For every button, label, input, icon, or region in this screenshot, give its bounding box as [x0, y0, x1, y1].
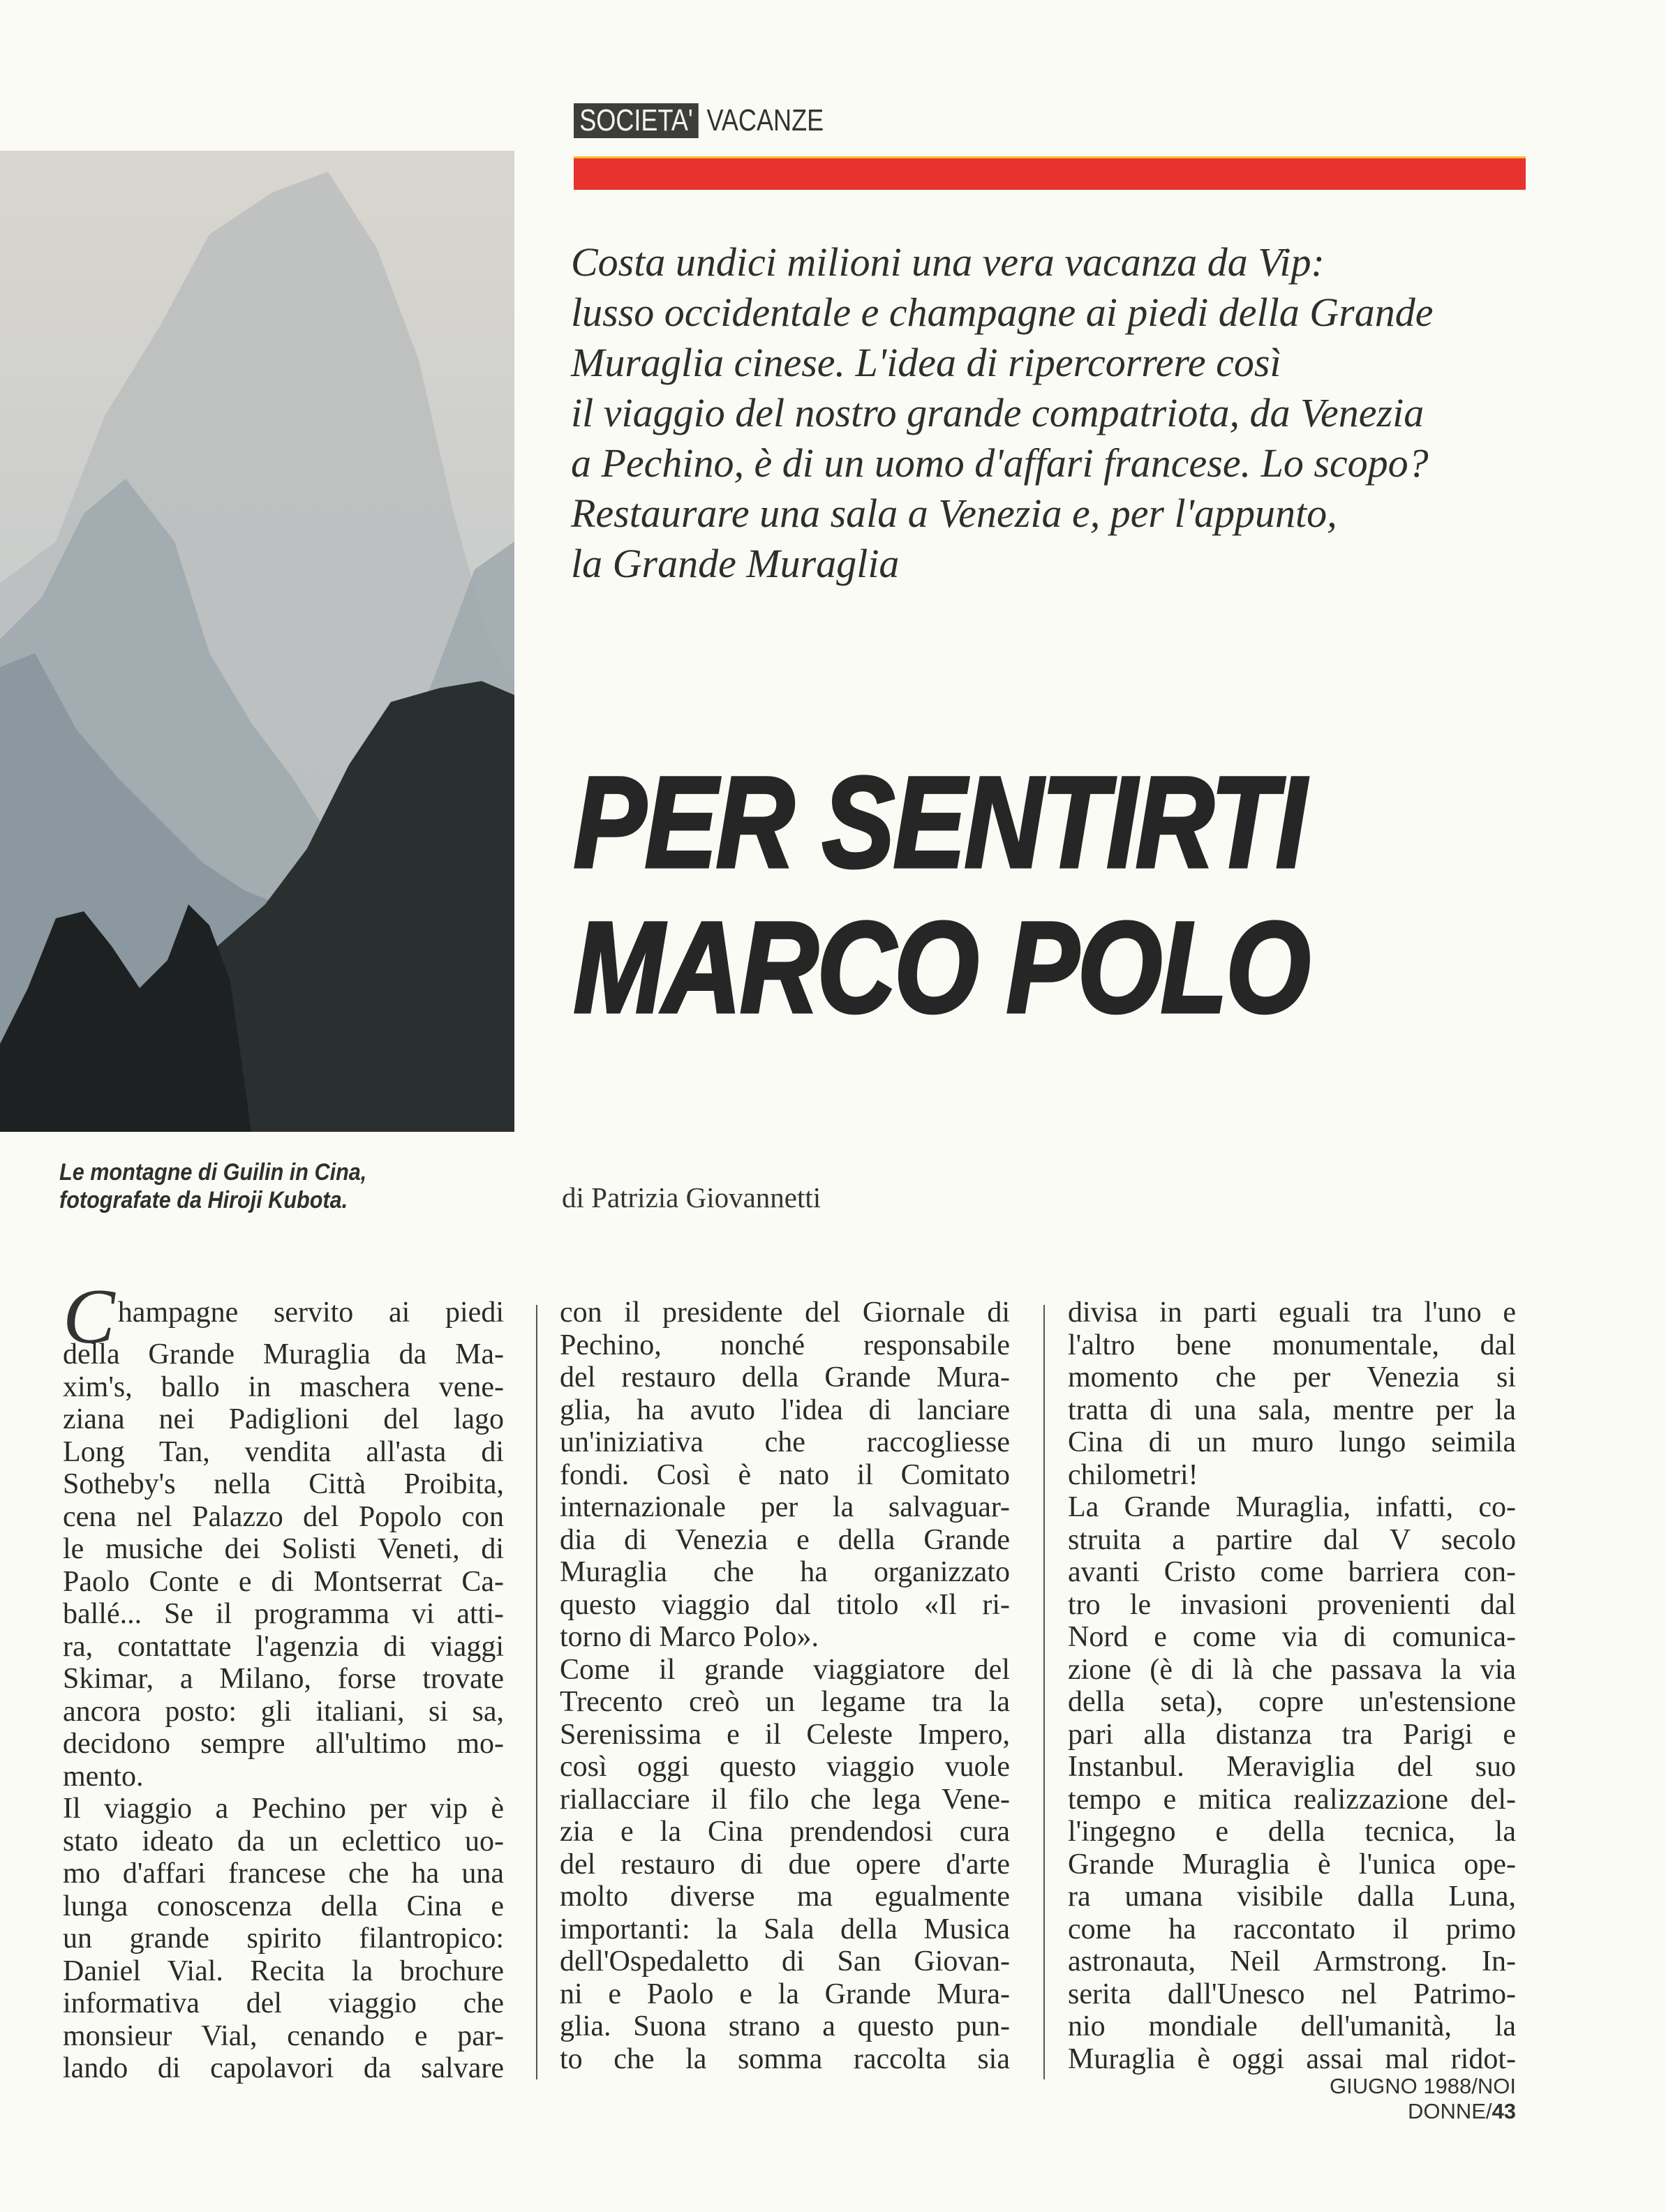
body-line: le musiche dei Solisti Veneti, di	[63, 1533, 504, 1565]
caption-line-2: fotografate da Hiroji Kubota.	[59, 1187, 348, 1213]
body-line: un grande spirito filantropico:	[63, 1922, 504, 1955]
issue-info: GIUGNO 1988/NOI DONNE/	[1329, 2074, 1516, 2123]
body-line: chilometri!	[1068, 1458, 1198, 1491]
body-line: Sotheby's nella Città Proibita,	[63, 1468, 504, 1500]
body-line: to che la somma raccolta sia	[560, 2042, 1010, 2075]
body-line: torno di Marco Polo».	[560, 1621, 819, 1653]
body-line: La Grande Muraglia, infatti, co-	[1068, 1491, 1516, 1523]
body-column-3	[1068, 1296, 1516, 2075]
column-divider	[1043, 1305, 1045, 2079]
body-line: avanti Cristo come barriera con-	[1068, 1556, 1516, 1588]
body-line: Nord e come via di comunica-	[1068, 1621, 1516, 1653]
body-line: riallacciare il filo che lega Vene-	[560, 1783, 1010, 1816]
subsection-label: VACANZE	[706, 103, 824, 137]
title-line-1: PER SENTIRTI	[574, 751, 1305, 895]
body-line: Skimar, a Milano, forse trovate	[63, 1663, 504, 1695]
body-line: come ha raccontato il primo	[1068, 1913, 1516, 1945]
title-line-2: MARCO POLO	[574, 896, 1309, 1040]
body-line: Cina di un muro lungo seimila	[1068, 1426, 1516, 1458]
body-line: l'altro bene monumentale, dal	[1068, 1329, 1516, 1361]
body-line: importanti: la Sala della Musica	[560, 1913, 1010, 1945]
body-line: del restauro della Grande Mura-	[560, 1361, 1010, 1393]
column-divider	[536, 1305, 537, 2079]
body-column-1	[63, 1273, 504, 2085]
body-line: lando di capolavori da salvare	[63, 2052, 504, 2084]
body-line: tratta di una sala, mentre per la	[1068, 1393, 1516, 1426]
body-line: ni e Paolo e la Grande Mura-	[560, 1978, 1010, 2010]
body-line: l'ingegno e della tecnica, la	[1068, 1816, 1516, 1848]
body-line: dell'Ospedaletto di San Giovan-	[560, 1945, 1010, 1978]
body-line: Muraglia è oggi assai mal ridot-	[1068, 2042, 1516, 2075]
body-line: xim's, ballo in maschera vene-	[63, 1370, 504, 1403]
byline: di Patrizia Giovannetti	[562, 1181, 821, 1213]
body-line: Muraglia che ha organizzato	[560, 1556, 1010, 1588]
body-line: lunga conoscenza della Cina e	[63, 1890, 504, 1922]
photo-caption	[59, 1158, 366, 1214]
deck-line: la Grande Muraglia	[571, 541, 900, 586]
body-line: ziana nei Padiglioni del lago	[63, 1403, 504, 1435]
body-line: ra, contattate l'agenzia di viaggi	[63, 1630, 504, 1663]
mountain-photo	[0, 151, 514, 1132]
deck-line: a Pechino, è di un uomo d'affari francese. Lo scopo?	[571, 440, 1429, 486]
drop-cap: C	[63, 1273, 115, 1360]
page-number: 43	[1492, 2099, 1516, 2123]
body-line-text: hampagne servito ai piedi	[117, 1296, 504, 1329]
body-line: zione (è di là che passava la via	[1068, 1653, 1516, 1686]
body-line: ancora posto: gli italiani, si sa,	[63, 1695, 504, 1728]
body-line: Grande Muraglia è l'unica ope-	[1068, 1848, 1516, 1881]
body-line: questo viaggio dal titolo «Il ri-	[560, 1588, 1010, 1621]
body-line: decidono sempre all'ultimo mo-	[63, 1728, 504, 1760]
body-line: struita a partire dal V secolo	[1068, 1523, 1516, 1556]
body-line: ballé... Se il programma vi atti-	[63, 1598, 504, 1630]
body-line: un'iniziativa che raccogliesse	[560, 1426, 1010, 1458]
body-line: con il presidente del Giornale di	[560, 1296, 1010, 1329]
body-line: mo d'affari francese che ha una	[63, 1858, 504, 1890]
deck-line: lusso occidentale e champagne ai piedi della Grande	[571, 290, 1434, 335]
body-line: tro le invasioni provenienti dal	[1068, 1588, 1516, 1621]
body-line: così oggi questo viaggio vuole	[560, 1751, 1010, 1783]
body-line: Serenissima e il Celeste Impero,	[560, 1718, 1010, 1751]
body-line: del restauro di due opere d'arte	[560, 1848, 1010, 1881]
body-line: pari alla distanza tra Parigi e	[1068, 1718, 1516, 1751]
body-line: monsieur Vial, cenando e par-	[63, 2019, 504, 2052]
body-line: zia e la Cina prendendosi cura	[560, 1816, 1010, 1848]
body-line: glia, ha avuto l'idea di lanciare	[560, 1393, 1010, 1426]
accent-bar	[574, 156, 1526, 190]
caption-line-1: Le montagne di Guilin in Cina,	[59, 1159, 367, 1186]
deck-line: Restaurare una sala a Venezia e, per l'appunto,	[571, 491, 1337, 536]
body-line: della seta), copre un'estensione	[1068, 1686, 1516, 1718]
page-footer	[1221, 2074, 1516, 2124]
body-line: cena nel Palazzo del Popolo con	[63, 1500, 504, 1533]
body-line: molto diverse ma egualmente	[560, 1881, 1010, 1913]
deck-text	[571, 237, 1499, 589]
body-line: Daniel Vial. Recita la brochure	[63, 1955, 504, 1987]
body-line: ra umana visibile dalla Luna,	[1068, 1881, 1516, 1913]
body-line: Pechino, nonché responsabile	[560, 1329, 1010, 1361]
body-line: nio mondiale dell'umanità, la	[1068, 2010, 1516, 2042]
article-title	[574, 750, 1309, 1040]
deck-line: il viaggio del nostro grande compatriota, da Venezia	[571, 390, 1425, 435]
body-line: glia. Suona strano a questo pun-	[560, 2010, 1010, 2042]
body-line: informativa del viaggio che	[63, 1987, 504, 2019]
body-line: Come il grande viaggiatore del	[560, 1653, 1010, 1686]
body-line: serita dall'Unesco nel Patrimo-	[1068, 1978, 1516, 2010]
body-line: divisa in parti eguali tra l'uno e	[1068, 1296, 1516, 1329]
body-line: stato ideato da un eclettico uo-	[63, 1825, 504, 1858]
body-line: dia di Venezia e della Grande	[560, 1523, 1010, 1556]
section-label: SOCIETA'	[574, 103, 699, 138]
body-line: fondi. Così è nato il Comitato	[560, 1458, 1010, 1491]
body-line: Trecento creò un legame tra la	[560, 1686, 1010, 1718]
body-line: mento.	[63, 1760, 144, 1793]
section-tag	[574, 103, 824, 138]
body-line: della Grande Muraglia da Ma-	[63, 1338, 504, 1370]
body-line: internazionale per la salvaguar-	[560, 1491, 1010, 1523]
body-line: Instanbul. Meraviglia del suo	[1068, 1751, 1516, 1783]
deck-line: Costa undici milioni una vera vacanza da Vip:	[571, 239, 1325, 285]
body-line: Paolo Conte e di Montserrat Ca-	[63, 1565, 504, 1598]
deck-line: Muraglia cinese. L'idea di ripercorrere così	[571, 340, 1281, 385]
body-line: tempo e mitica realizzazione del-	[1068, 1783, 1516, 1816]
body-column-2	[560, 1296, 1010, 2075]
body-line: Il viaggio a Pechino per vip è	[63, 1793, 504, 1825]
body-line: Long Tan, vendita all'asta di	[63, 1435, 504, 1468]
body-line: momento che per Venezia si	[1068, 1361, 1516, 1393]
body-line: astronauta, Neil Armstrong. In-	[1068, 1945, 1516, 1978]
